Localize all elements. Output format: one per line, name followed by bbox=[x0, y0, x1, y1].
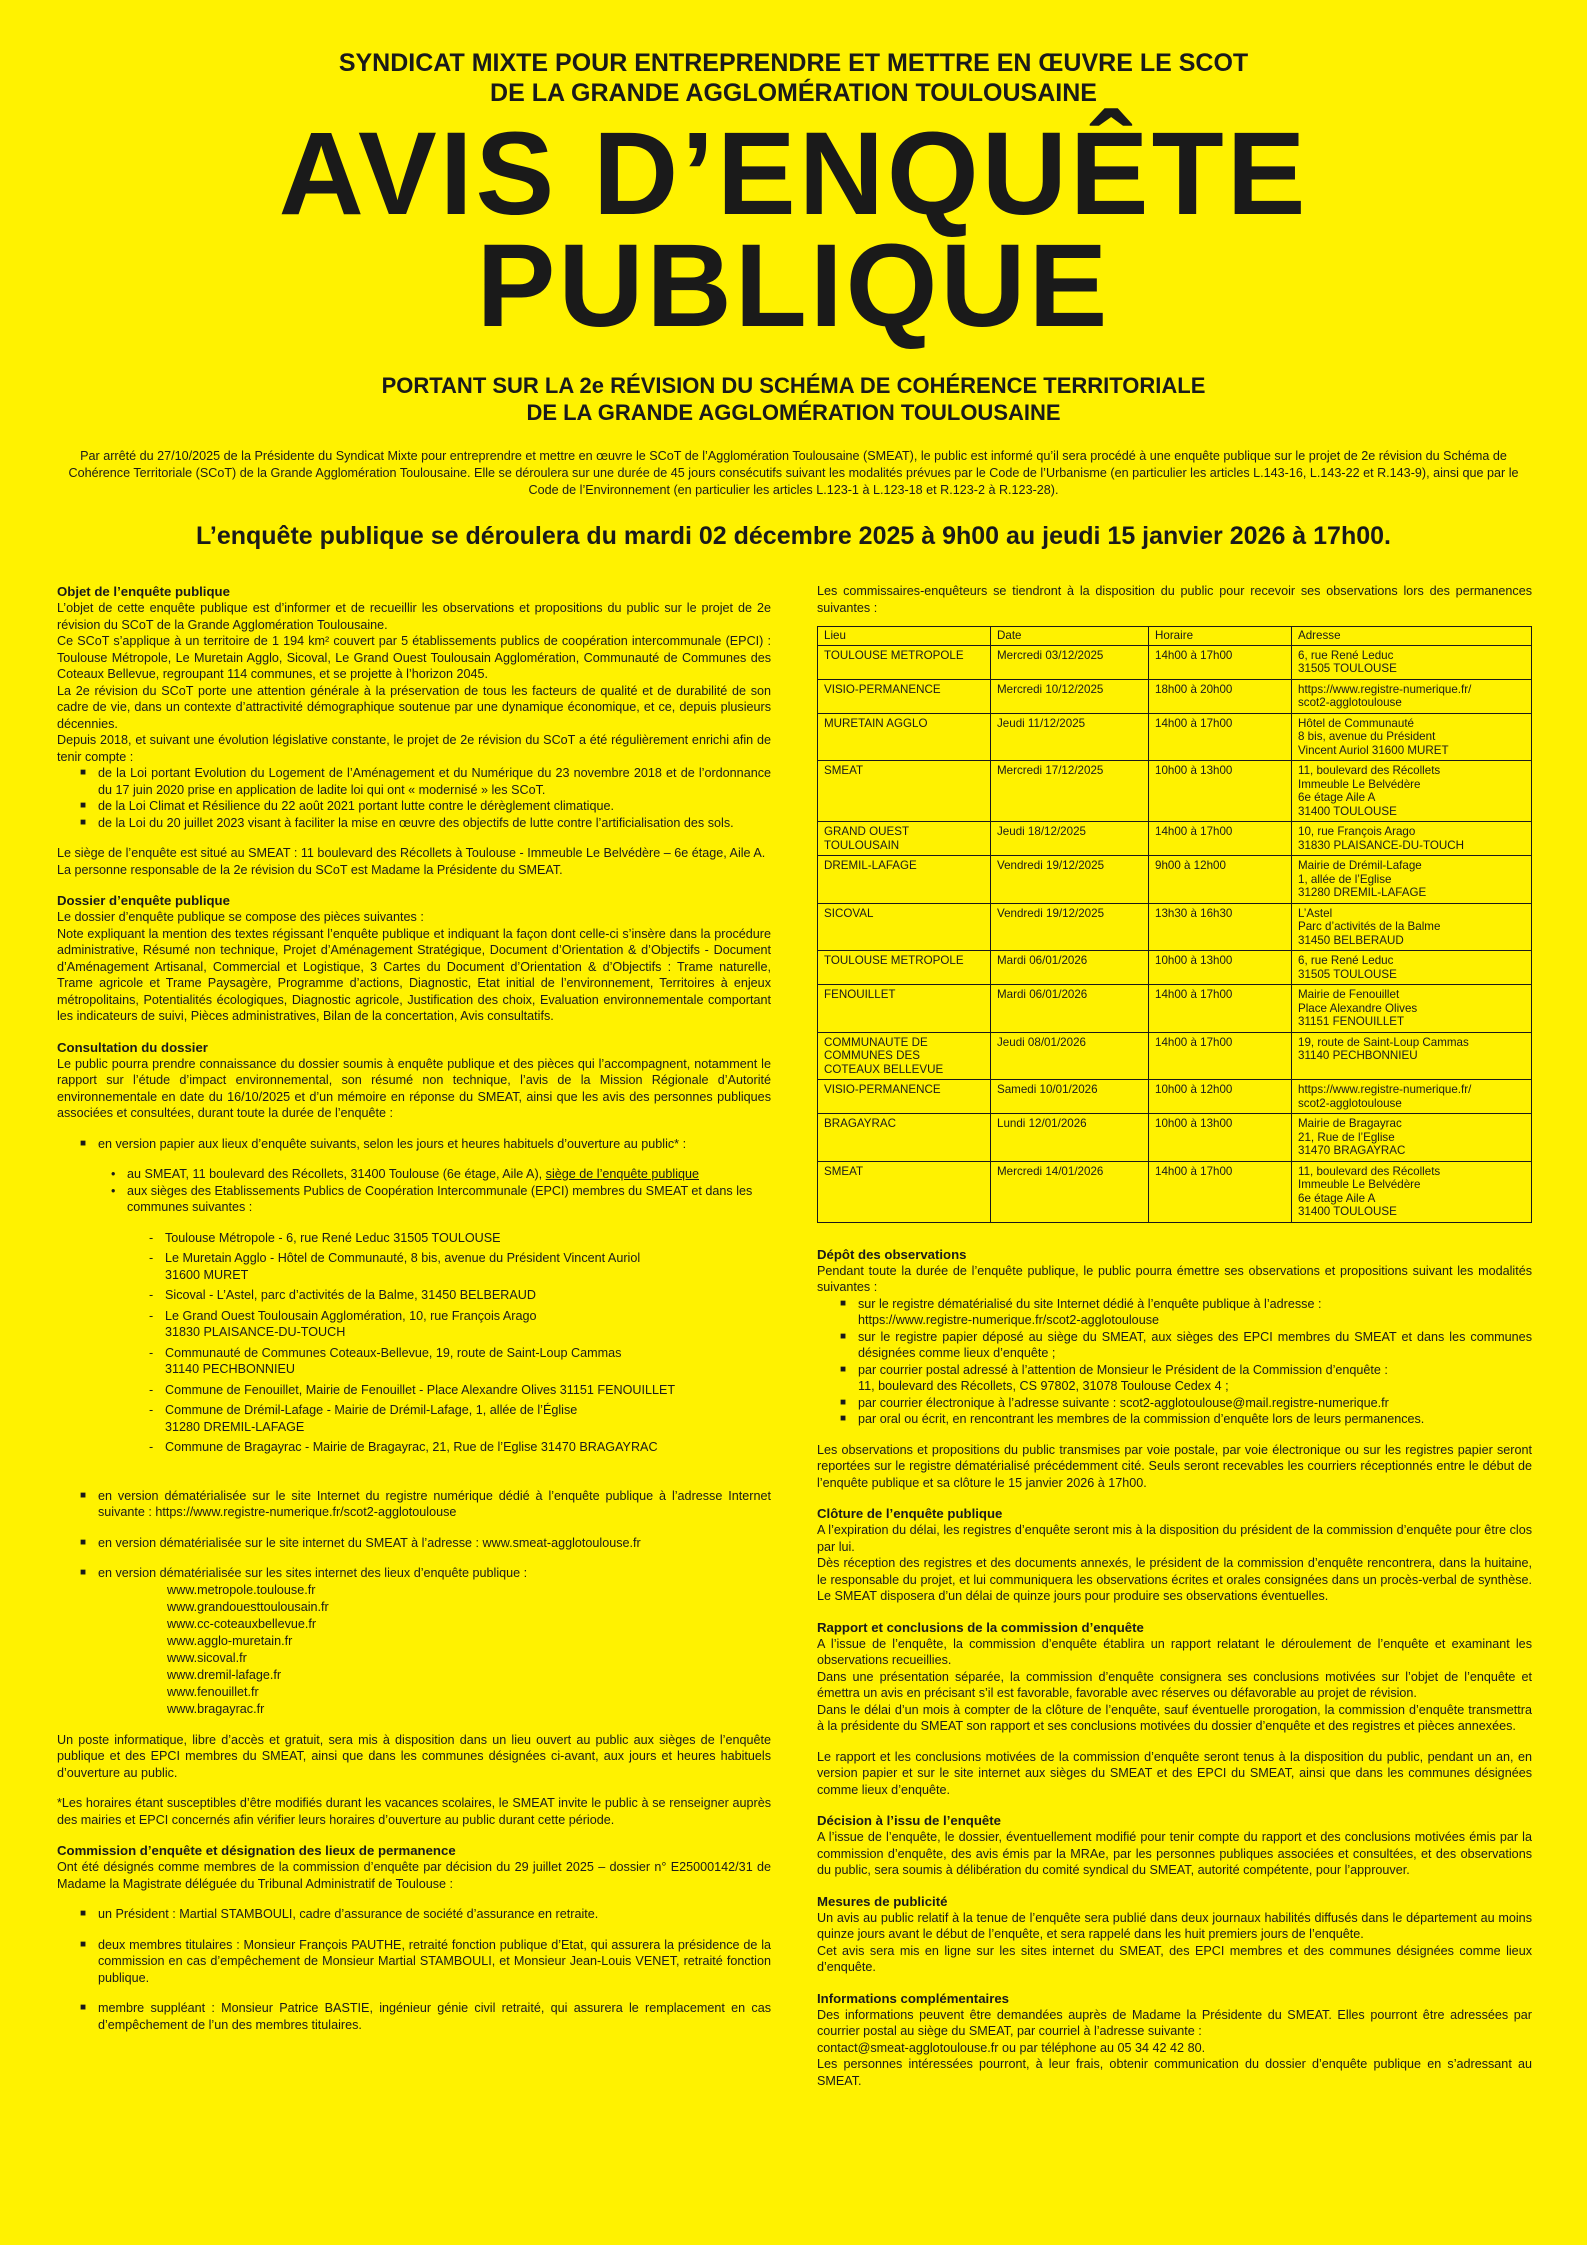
table-cell-horaire: 13h30 à 16h30 bbox=[1149, 903, 1292, 951]
permanences-table bbox=[817, 626, 1532, 1223]
list-item: ■ sur le registre papier déposé au siège du SMEAT, aux sièges des EPCI membres du SMEAT et dans les communes désignées comme lieux d’enquête ; bbox=[837, 1329, 1532, 1362]
list-item: • aux sièges des Etablissements Publics de Coopération Intercommunale (EPCI) membres du SMEAT et dans les communes suivantes : bbox=[109, 1183, 771, 1216]
list-item: ■ sur le registre dématérialisé du site Internet dédié à l’enquête publique à l’adresse : https://www.registre-numerique.fr/scot2-agglotoulouse bbox=[837, 1296, 1532, 1329]
column-header: Date bbox=[991, 627, 1149, 646]
paragraph: L’objet de cette enquête publique est d’informer et de recueillir les observations et propositions du public sur le projet de 2e révision du SCoT de la Grande Agglomération Toulousaine. bbox=[57, 601, 771, 632]
table-cell-lieu: COMMUNAUTE DE COMMUNES DES COTEAUX BELLEVUE bbox=[818, 1032, 991, 1080]
table-cell-adresse: 6, rue René Leduc 31505 TOULOUSE bbox=[1292, 645, 1532, 679]
table-cell-horaire: 10h00 à 13h00 bbox=[1149, 761, 1292, 822]
table-row bbox=[818, 951, 1532, 985]
list-item: ■ par courrier électronique à l’adresse suivante : scot2-agglotoulouse@mail.registre-numerique.fr bbox=[837, 1395, 1532, 1412]
section-heading-mesures: Mesures de publicité bbox=[817, 1893, 948, 1909]
page-title: AVIS D’ENQUÊTE PUBLIQUE bbox=[278, 108, 1309, 352]
digital-list bbox=[57, 1488, 771, 1582]
paragraph: Le dossier d’enquête publique se compose des pièces suivantes : bbox=[57, 910, 424, 924]
website-link[interactable]: www.sicoval.fr bbox=[167, 1650, 247, 1665]
paragraph: La personne responsable de la 2e révision du SCoT est Madame la Présidente du SMEAT. bbox=[57, 862, 563, 877]
list-item: ■ en version dématérialisée sur le site Internet du registre numérique dédié à l’enquête publique à l’adresse Internet suivante : https://www.registre-numerique.fr/scot2-agglotoulouse bbox=[77, 1488, 771, 1521]
list-item: ■ de la Loi du 20 juillet 2023 visant à faciliter la mise en œuvre des objectifs de lutte contre l’artificialisation des sols. bbox=[77, 815, 771, 832]
table-cell-adresse: https://www.registre-numerique.fr/ scot2-agglotoulouse bbox=[1292, 679, 1532, 713]
list-item: - Commune de Drémil-Lafage - Mairie de Drémil-Lafage, 1, allée de l’Église 31280 DREMIL-LAFAGE bbox=[147, 1402, 771, 1435]
paragraph: Ont été désignés comme membres de la commission d’enquête par décision du 29 juillet 2025 – dossier n° E25000142/31 de Madame la Magistrate déléguée du Tribunal Administratif de Toulouse : bbox=[57, 1860, 771, 1891]
paper-locations-list bbox=[109, 1166, 771, 1216]
table-row bbox=[818, 903, 1532, 951]
table-row bbox=[818, 679, 1532, 713]
table-cell-date: Mercredi 03/12/2025 bbox=[991, 645, 1149, 679]
table-cell-horaire: 10h00 à 13h00 bbox=[1149, 951, 1292, 985]
paragraph: A l’expiration du délai, les registres d’enquête seront mis à la disposition du président de la commission d’enquête pour être clos par lui. bbox=[817, 1523, 1532, 1554]
table-cell-lieu: DREMIL-LAFAGE bbox=[818, 856, 991, 904]
paragraph: Le siège de l’enquête est situé au SMEAT : 11 boulevard des Récollets à Toulouse - Immeuble Le Belvédère – 6e étage, Aile A. bbox=[57, 846, 766, 860]
table-cell-adresse: L’Astel Parc d’activités de la Balme 31450 BELBERAUD bbox=[1292, 903, 1532, 951]
website-link[interactable]: www.bragayrac.fr bbox=[167, 1701, 265, 1716]
table-cell-date: Lundi 12/01/2026 bbox=[991, 1114, 1149, 1162]
enquiry-dates: L’enquête publique se déroulera du mardi 02 décembre 2025 à 9h00 au jeudi 15 janvier 2026 à 17h00. bbox=[196, 522, 1391, 550]
paragraph: La 2e révision du SCoT porte une attention générale à la préservation de tous les facteurs de qualité et de durabilité de son cadre de vie, dans un contexte d’attractivité démographique soutenue par une dynamique économique, et ce, depuis plusieurs décennies. bbox=[57, 683, 771, 731]
section-heading-cloture: Clôture de l’enquête publique bbox=[817, 1506, 1003, 1521]
table-row bbox=[818, 856, 1532, 904]
list-item: ■ un Président : Martial STAMBOULI, cadre d’assurance de société d’assurance en retraite. bbox=[77, 1906, 771, 1923]
depot-list bbox=[817, 1296, 1532, 1428]
members-list bbox=[57, 1906, 771, 2033]
paragraph: Dans le délai d’un mois à compter de la clôture de l’enquête, sauf éventuelle prorogation, la commission d’enquête transmettra à la présidente du SMEAT son rapport et ses conclusions motivées du dossier d’enquête et des registres et pièces annexées. bbox=[817, 1702, 1532, 1733]
paragraph: Un poste informatique, libre d’accès et gratuit, sera mis à disposition dans un lieu ouvert au public aux sièges de l’enquête publique et des EPCI membres du SMEAT, ainsi que dans les communes désignées ci-avant, aux jours et heures habituels d’ouverture au public. bbox=[57, 1732, 771, 1780]
table-body bbox=[818, 645, 1532, 1222]
table-cell-lieu: TOULOUSE METROPOLE bbox=[818, 951, 991, 985]
table-row bbox=[818, 1080, 1532, 1114]
paragraph: Cet avis sera mis en ligne sur les sites internet du SMEAT, des EPCI membres et des communes désignées comme lieux d’enquête. bbox=[817, 1943, 1532, 1974]
website-link[interactable]: www.fenouillet.fr bbox=[167, 1684, 259, 1699]
table-cell-date: Vendredi 19/12/2025 bbox=[991, 856, 1149, 904]
paragraph: Pendant toute la durée de l’enquête publique, le public pourra émettre ses observations et propositions suivant les modalités suivantes : bbox=[817, 1263, 1532, 1294]
paragraph: Dans une présentation séparée, la commission d’enquête consignera ses conclusions motivées sur l’objet de l’enquête et émettra un avis en précisant s’il est favorable, favorable avec réserves ou défavorable au projet de révision. bbox=[817, 1669, 1532, 1700]
places-list bbox=[147, 1230, 771, 1456]
list-item: - Le Grand Ouest Toulousain Agglomération, 10, rue François Arago 31830 PLAISANCE-DU-TOUCH bbox=[147, 1308, 771, 1341]
section-heading-decision: Décision à l’issu de l’enquête bbox=[817, 1813, 1001, 1828]
table-cell-adresse: 6, rue René Leduc 31505 TOULOUSE bbox=[1292, 951, 1532, 985]
list-item: - Communauté de Communes Coteaux-Bellevue, 19, route de Saint-Loup Cammas 31140 PECHBONNIEU bbox=[147, 1345, 771, 1378]
table-cell-adresse: 11, boulevard des Récollets Immeuble Le Belvédère 6e étage Aile A 31400 TOULOUSE bbox=[1292, 761, 1532, 822]
table-cell-lieu: FENOUILLET bbox=[818, 985, 991, 1033]
column-header: Lieu bbox=[818, 627, 991, 646]
table-cell-horaire: 10h00 à 13h00 bbox=[1149, 1114, 1292, 1162]
paragraph: Depuis 2018, et suivant une évolution législative constante, le projet de 2e révision du SCoT a été régulièrement enrichi afin de tenir compte : bbox=[57, 733, 771, 764]
table-cell-date: Samedi 10/01/2026 bbox=[991, 1080, 1149, 1114]
consultation-list bbox=[57, 1136, 771, 1153]
website-link[interactable]: www.dremil-lafage.fr bbox=[167, 1667, 282, 1682]
table-cell-lieu: SMEAT bbox=[818, 1161, 991, 1222]
table-cell-date: Jeudi 18/12/2025 bbox=[991, 822, 1149, 856]
table-cell-horaire: 14h00 à 17h00 bbox=[1149, 713, 1292, 761]
table-cell-adresse: Mairie de Fenouillet Place Alexandre Olives 31151 FENOUILLET bbox=[1292, 985, 1532, 1033]
paragraph: Les observations et propositions du public transmises par voie postale, par voie électronique ou sur les registres papier seront reportées sur le registre dématérialisé précédemment cité. Seuls seront recevables les courriers réceptionnés entre le début de l’enquête publique et sa clôture le 15 janvier 2026 à 17h00. bbox=[817, 1442, 1532, 1490]
table-cell-adresse: Mairie de Bragayrac 21, Rue de l’Eglise 31470 BRAGAYRAC bbox=[1292, 1114, 1532, 1162]
paragraph: Le rapport et les conclusions motivées de la commission d’enquête seront tenus à la disposition du public, pendant un an, en version papier et sur le site internet aux sièges du SMEAT et des EPCI du SMEAT, ainsi que dans les communes désignées comme lieux d’enquête. bbox=[817, 1749, 1532, 1797]
table-cell-adresse: 19, route de Saint-Loup Cammas 31140 PECHBONNIEU bbox=[1292, 1032, 1532, 1080]
left-column bbox=[57, 583, 771, 2033]
table-cell-lieu: TOULOUSE METROPOLE bbox=[818, 645, 991, 679]
table-cell-lieu: SMEAT bbox=[818, 761, 991, 822]
table-cell-date: Mardi 06/01/2026 bbox=[991, 951, 1149, 985]
table-cell-lieu: GRAND OUEST TOULOUSAIN bbox=[818, 822, 991, 856]
list-item: - Commune de Fenouillet, Mairie de Fenouillet - Place Alexandre Olives 31151 FENOUILLET bbox=[147, 1382, 771, 1399]
table-row bbox=[818, 1114, 1532, 1162]
paragraph: Ce SCoT s’applique à un territoire de 1 194 km² couvert par 5 établissements publics de coopération intercommunale (EPCI) : Toulouse Métropole, Le Muretain Agglo, Sicoval, Le Grand Ouest Toulousain Agglomération, Communauté de Communes des Coteaux Bellevue, regroupant 114 communes, et se projette à l’horizon 2045. bbox=[57, 634, 771, 681]
section-heading-rapport: Rapport et conclusions de la commission d’enquête bbox=[817, 1619, 1144, 1635]
table-row bbox=[818, 761, 1532, 822]
table-cell-lieu: VISIO-PERMANENCE bbox=[818, 679, 991, 713]
list-item: ■ en version dématérialisée sur le site internet du SMEAT à l’adresse : www.smeat-agglotoulouse.fr bbox=[77, 1535, 771, 1552]
table-cell-date: Jeudi 11/12/2025 bbox=[991, 713, 1149, 761]
right-column bbox=[817, 583, 1532, 2089]
table-row bbox=[818, 1161, 1532, 1222]
list-item: ■ de la Loi Climat et Résilience du 22 août 2021 portant lutte contre le dérèglement climatique. bbox=[77, 798, 771, 815]
table-cell-date: Vendredi 19/12/2025 bbox=[991, 903, 1149, 951]
table-row bbox=[818, 713, 1532, 761]
header bbox=[0, 48, 1587, 426]
websites-list bbox=[167, 1582, 771, 1718]
column-header: Horaire bbox=[1149, 627, 1292, 646]
footnote: *Les horaires étant susceptibles d’être modifiés durant les vacances scolaires, le SMEAT invite le public à se renseigner auprès des mairies et EPCI concernés afin vérifier leurs horaires d’ouverture au public durant cette période. bbox=[57, 1796, 771, 1827]
paragraph: Un avis au public relatif à la tenue de l’enquête sera publié dans deux journaux habilités diffusés dans le département au moins quinze jours avant le début de l’enquête, et sera rappelé dans les huit premiers jours de l’enquête. bbox=[817, 1910, 1532, 1941]
seat-link: siège de l’enquête publique bbox=[545, 1167, 700, 1181]
list-item: ■ par courrier postal adressé à l’attention de Monsieur le Président de la Commission d’enquête : 11, boulevard des Récollets, CS 97802, 31078 Toulouse Cedex 4 ; bbox=[837, 1362, 1532, 1395]
table-cell-date: Jeudi 08/01/2026 bbox=[991, 1032, 1149, 1080]
paragraph: Les personnes intéressées pourront, à leur frais, obtenir communication du dossier d’enquête publique en s’adressant au SMEAT. bbox=[817, 2057, 1532, 2088]
table-cell-adresse: Hôtel de Communauté 8 bis, avenue du Président Vincent Auriol 31600 MURET bbox=[1292, 713, 1532, 761]
list-item: • au SMEAT, 11 boulevard des Récollets, 31400 Toulouse (6e étage, Aile A), siège de l’enquête publique bbox=[109, 1166, 771, 1183]
list-item: ■ deux membres titulaires : Monsieur François PAUTHE, retraité fonction publique d’Etat, qui assurera la présidence de la commission en cas d’empêchement de Monsieur Martial STAMBOULI, et Monsieur Jean-Louis VENET, retraité fonction publique. bbox=[77, 1937, 771, 1987]
list-item: - Commune de Bragayrac - Mairie de Bragayrac, 21, Rue de l’Eglise 31470 BRAGAYRAC bbox=[147, 1439, 771, 1456]
table-cell-horaire: 18h00 à 20h00 bbox=[1149, 679, 1292, 713]
table-row bbox=[818, 985, 1532, 1033]
table-cell-date: Mercredi 10/12/2025 bbox=[991, 679, 1149, 713]
paragraph: Dès réception des registres et des documents annexés, le président de la commission d’enquête rencontrera, dans la huitaine, le responsable du projet, et lui communiquera les observations écrites et orales consignées dans un procès-verbal de synthèse. Le SMEAT disposera d’un délai de quinze jours pour produire ses observations éventuelles. bbox=[817, 1556, 1532, 1603]
table-cell-horaire: 14h00 à 17h00 bbox=[1149, 645, 1292, 679]
table-row bbox=[818, 1032, 1532, 1080]
table-row bbox=[818, 822, 1532, 856]
table-cell-horaire: 14h00 à 17h00 bbox=[1149, 1161, 1292, 1222]
table-cell-adresse: https://www.registre-numerique.fr/ scot2-agglotoulouse bbox=[1292, 1080, 1532, 1114]
table-cell-adresse: 11, boulevard des Récollets Immeuble Le Belvédère 6e étage Aile A 31400 TOULOUSE bbox=[1292, 1161, 1532, 1222]
table-header-row bbox=[818, 627, 1532, 646]
website-link[interactable]: www.metropole.toulouse.fr bbox=[167, 1582, 316, 1597]
website-link[interactable]: www.grandouesttoulousain.fr bbox=[167, 1599, 329, 1614]
table-cell-horaire: 14h00 à 17h00 bbox=[1149, 985, 1292, 1033]
table-cell-lieu: MURETAIN AGGLO bbox=[818, 713, 991, 761]
section-heading-infos: Informations complémentaires bbox=[817, 1990, 1009, 2006]
list-item: ■ en version dématérialisée sur les sites internet des lieux d’enquête publique : bbox=[77, 1565, 771, 1582]
organization-name: SYNDICAT MIXTE POUR ENTREPRENDRE ET METTRE EN ŒUVRE LE SCOT DE LA GRANDE AGGLOMÉRATION TOULOUSAINE bbox=[338, 49, 1249, 107]
list-item: ■ membre suppléant : Monsieur Patrice BASTIE, ingénieur génie civil retraité, qui assurera le remplacement en cas d’empêchement de l’un des membres titulaires. bbox=[77, 2000, 771, 2033]
list-item: - Toulouse Métropole - 6, rue René Leduc 31505 TOULOUSE bbox=[147, 1230, 771, 1247]
table-cell-date: Mercredi 17/12/2025 bbox=[991, 761, 1149, 822]
website-link[interactable]: www.agglo-muretain.fr bbox=[167, 1633, 293, 1648]
list-item: - Sicoval - L’Astel, parc d’activités de la Balme, 31450 BELBERAUD bbox=[147, 1287, 771, 1304]
column-header: Adresse bbox=[1292, 627, 1532, 646]
table-cell-lieu: VISIO-PERMANENCE bbox=[818, 1080, 991, 1114]
website-link[interactable]: www.cc-coteauxbellevue.fr bbox=[167, 1616, 317, 1631]
section-heading-consultation: Consultation du dossier bbox=[57, 1039, 208, 1055]
table-cell-lieu: SICOVAL bbox=[818, 903, 991, 951]
list-item: - Le Muretain Agglo - Hôtel de Communauté, 8 bis, avenue du Président Vincent Auriol 31600 MURET bbox=[147, 1250, 771, 1283]
table-cell-adresse: Mairie de Drémil-Lafage 1, allée de l’Eglise 31280 DREMIL-LAFAGE bbox=[1292, 856, 1532, 904]
paragraph: Note expliquant la mention des textes régissant l’enquête publique et indiquant la façon dont celle-ci s’insère dans la procédure administrative, Résumé non technique, Projet d’Aménagement Stratégique, Document d’Orientation & d’Objectifs - Document d’Aménagement Artisanal, Commercial et Logistique, 3 Cartes du Document d’Orientation & d’Objectifs : Trame naturelle, Trame agricole et Trame Paysagère, Programme d’actions, Diagnostic, Etat initial de l’environnement, Territoires à enjeux métropolitains, Potentialités écologiques, Diagnostic agricole, Justification des choix, Evaluation environnementale comportant les indicateurs de suivi, Pièces administratives, Bilan de la concertation, Avis consultatifs. bbox=[57, 926, 771, 1023]
table-cell-horaire: 14h00 à 17h00 bbox=[1149, 822, 1292, 856]
paragraph: Des informations peuvent être demandées auprès de Madame la Présidente du SMEAT. Elles pourront être adressées par courrier postal au siège du SMEAT, par courriel à l’adresse suivante : bbox=[817, 2007, 1532, 2038]
contact-line: contact@smeat-agglotoulouse.fr ou par téléphone au 05 34 42 42 80. bbox=[817, 2040, 1206, 2055]
table-cell-date: Mardi 06/01/2026 bbox=[991, 985, 1149, 1033]
section-heading-commission: Commission d’enquête et désignation des lieux de permanence bbox=[57, 1843, 456, 1858]
table-cell-horaire: 10h00 à 12h00 bbox=[1149, 1080, 1292, 1114]
paragraph: Les commissaires-enquêteurs se tiendront à la disposition du public pour recevoir ses observations lors des permanences suivantes : bbox=[817, 584, 1532, 615]
table-cell-adresse: 10, rue François Arago 31830 PLAISANCE-DU-TOUCH bbox=[1292, 822, 1532, 856]
list-item: ■ en version papier aux lieux d’enquête suivants, selon les jours et heures habituels d’ouverture au public* : bbox=[77, 1136, 771, 1153]
list-item: ■ de la Loi portant Evolution du Logement de l’Aménagement et du Numérique du 23 novembre 2018 et de l’ordonnance du 17 juin 2020 prise en application de ladite loi qui ont « modernisé » les SCoT. bbox=[77, 765, 771, 798]
law-list bbox=[57, 765, 771, 831]
table-cell-lieu: BRAGAYRAC bbox=[818, 1114, 991, 1162]
table-row bbox=[818, 645, 1532, 679]
paragraph: A l’issue de l’enquête, la commission d’enquête établira un rapport relatant le déroulement de l’enquête et examinant les observations recueillies. bbox=[817, 1636, 1532, 1667]
table-cell-date: Mercredi 14/01/2026 bbox=[991, 1161, 1149, 1222]
paragraph: A l’issue de l’enquête, le dossier, éventuellement modifié pour tenir compte du rapport et des conclusions motivées émis par la commission d’enquête, des avis émis par la MRAe, par les personnes publiques associées et consultées, et des observations du public, sera soumis à délibération du comité syndical du SMEAT, autorité compétente, pour l’approuver. bbox=[817, 1830, 1532, 1877]
section-heading-depot: Dépôt des observations bbox=[817, 1246, 967, 1262]
page-subtitle: PORTANT SUR LA 2e RÉVISION DU SCHÉMA DE COHÉRENCE TERRITORIALE DE LA GRANDE AGGLOMÉRATION TOULOUSAINE bbox=[381, 373, 1206, 425]
section-heading-dossier: Dossier d’enquête publique bbox=[57, 893, 230, 908]
table-cell-horaire: 14h00 à 17h00 bbox=[1149, 1032, 1292, 1080]
paragraph: Le public pourra prendre connaissance du dossier soumis à enquête publique et des pièces qui l’accompagnent, notamment le rapport sur l’étude d’impact environnemental, son résumé non technique, l’avis de la Mission Régionale d’Autorité environnementale en date du 16/10/2025 et d’un mémoire en réponse du SMEAT, ainsi que les avis des personnes publiques associées et consultées, durant toute la durée de l’enquête : bbox=[57, 1056, 771, 1120]
table-cell-horaire: 9h00 à 12h00 bbox=[1149, 856, 1292, 904]
section-heading-objet: Objet de l’enquête publique bbox=[57, 584, 230, 599]
list-item: ■ par oral ou écrit, en rencontrant les membres de la commission d’enquête lors de leurs permanences. bbox=[837, 1411, 1532, 1428]
intro-paragraph: Par arrêté du 27/10/2025 de la Présidente du Syndicat Mixte pour entreprendre et mettre en œuvre le SCoT de l’Agglomération Toulousaine (SMEAT), le public est informé qu’il sera procédé à une enquête publique sur le projet de 2e révision du Schéma de Cohérence Territoriale (SCoT) de la Grande Agglomération Toulousaine. Elle se déroulera sur une durée de 45 jours consécutifs suivant les modalités prévues par le Code de l’Urbanisme (en particulier les articles L.143-16, L.143-22 et R.143-9), ainsi que par le Code de l’Environnement (en particulier les articles L.123-1 à L.123-18 et R.123-2 à R.123-28). bbox=[68, 449, 1519, 497]
